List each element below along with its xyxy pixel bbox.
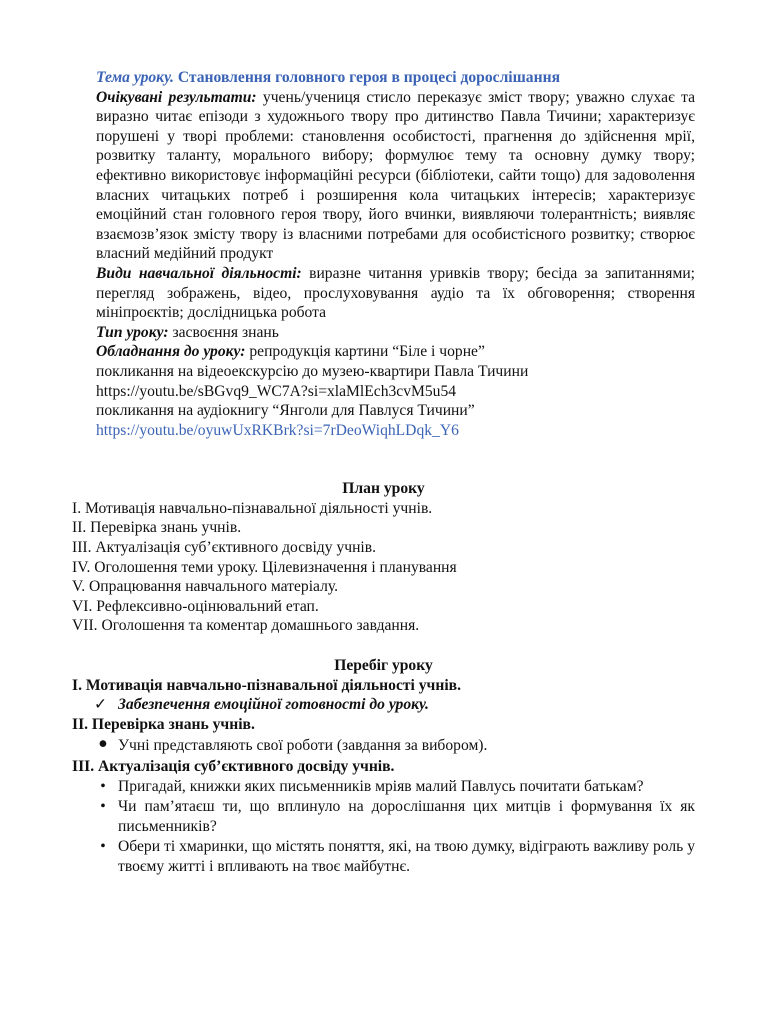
bullet-icon: • — [100, 838, 106, 856]
equipment-line2: покликання на відеоекскурсію до музею-квартири Павла Тичини — [96, 362, 529, 380]
list-item — [94, 734, 695, 756]
plan-title: План уроку — [342, 480, 425, 498]
activities-text: виразне читання уривків твору; бесіда за запитаннями; перегляд зображень, відео, прослуховування аудіо та їх обговорення; створення мініпроєктів; дослідницька робота — [96, 264, 695, 322]
lesson-course — [72, 656, 695, 877]
equipment-label: Обладнання до уроку: — [96, 343, 246, 361]
topic-label: Тема уроку. — [96, 69, 174, 86]
bullet-icon: • — [100, 777, 106, 795]
plan-item: VI. Рефлексивно-оцінювальний етап. — [72, 597, 319, 615]
expected-results — [96, 88, 695, 264]
section-1-heading: І. Мотивація навчально-пізнавальної діяльності учнів. — [72, 676, 461, 694]
list-item-text: Чи пам’ятаєш ти, що вплинуло на дорослішання цих митців і формування їх як письменників? — [118, 798, 695, 835]
bullet-icon: • — [100, 798, 106, 816]
section-2-heading: ІІ. Перевірка знань учнів. — [72, 715, 255, 733]
topic-title: Становлення головного героя в процесі дорослішання — [177, 69, 561, 86]
section-3-heading: ІІІ. Актуалізація суб’єктивного досвіду учнів. — [72, 758, 395, 775]
check-item-text: Забезпечення емоційної готовності до уроку. — [118, 696, 429, 714]
check-item — [94, 695, 695, 715]
lesson-type — [96, 323, 695, 343]
equipment — [96, 342, 695, 362]
activities-label: Види навчальної діяльності: — [96, 264, 302, 282]
plan-item: ІІ. Перевірка знань учнів. — [72, 519, 242, 537]
topic-line — [96, 68, 695, 88]
lesson-type-label: Тип уроку: — [96, 323, 169, 341]
activities — [96, 264, 695, 323]
video-tour-url[interactable]: https://youtu.be/sBGvq9_WC7A?si=xlaMlEch3cvM5u54 — [96, 382, 457, 400]
list-item — [94, 777, 695, 797]
lesson-type-text: засвоєння знань — [172, 323, 279, 341]
list-item — [94, 797, 695, 836]
expected-label: Очікувані результати: — [96, 88, 257, 106]
expected-text: учень/учениця стисло переказує зміст твору; уважно слухає та виразно читає епізоди з художнього твору про дитинство Павла Тичини; характеризує порушені у творі проблеми: становлення особистості, прагнення до здійснення мрії, розвитку таланту, морального вибору; формулює тему та основну думку твору; ефективно використовує інформаційні ресурси (бібліотеки, сайти тощо) для задоволення власних читацьких потреб і розширення кола читацьких інтересів; характеризує емоційний стан головного героя твору, його вчинки, виявляючи толерантність; виявляє взаємозв’язок змісту твору із власними потребами для особистісного розвитку; створює власний медійний продукт — [96, 88, 695, 263]
section-3-list — [72, 777, 695, 877]
list-item-text: Обери ті хмаринки, що містять поняття, які, на твою думку, відіграють важливу роль у твоєму житті і впливають на твоє майбутнє. — [118, 838, 695, 875]
course-title: Перебіг уроку — [334, 657, 433, 675]
list-item-text: Учні представляють свої роботи (завдання за вибором). — [118, 737, 488, 755]
plan-item: IV. Оголошення теми уроку. Цілевизначення і планування — [72, 558, 457, 576]
checkmark-icon: ✓ — [94, 696, 108, 714]
list-item — [94, 837, 695, 876]
list-item-text: Пригадай, книжки яких письменників мріяв малий Павлусь почитати батькам? — [118, 777, 644, 795]
bullet-icon: ● — [98, 735, 108, 753]
plan-item: V. Опрацювання навчального матеріалу. — [72, 578, 338, 596]
equipment-line4: покликання на аудіокнигу “Янголи для Павлуся Тичини” — [96, 402, 475, 420]
plan-item: І. Мотивація навчально-пізнавальної діяльності учнів. — [72, 499, 433, 517]
lesson-plan — [72, 479, 695, 636]
plan-item: VII. Оголошення та коментар домашнього завдання. — [72, 617, 420, 635]
plan-item: ІІІ. Актуалізація суб’єктивного досвіду учнів. — [72, 539, 377, 557]
audiobook-link[interactable]: https://youtu.be/oyuwUxRKBrk?si=7rDeoWiqhLDqk_Y6 — [96, 421, 459, 439]
section-2-list — [72, 734, 695, 756]
equipment-text: репродукція картини “Біле і чорне” — [249, 343, 485, 361]
